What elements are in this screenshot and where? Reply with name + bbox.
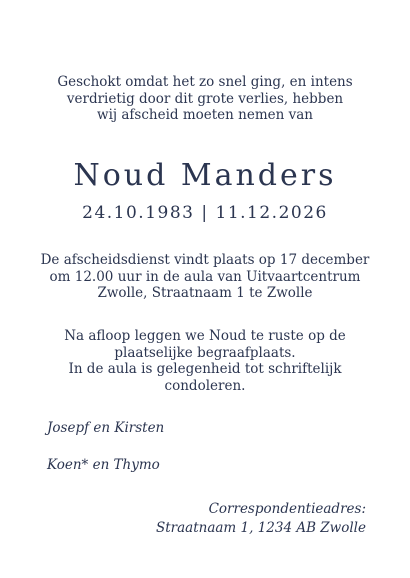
deceased-name: Noud Manders — [73, 158, 337, 193]
life-dates: 24.10.1983 | 11.12.2026 — [82, 203, 328, 223]
burial-line: Na afloop leggen we Noud te ruste op de — [64, 328, 346, 344]
burial-details — [0, 328, 410, 394]
service-line: De afscheidsdienst vindt plaats op 17 december — [40, 252, 370, 268]
service-details — [0, 252, 410, 302]
signature-family-2: Koen* en Thymo — [47, 457, 160, 473]
intro-line: Geschokt omdat het zo snel ging, en intens — [57, 74, 353, 90]
service-line: om 12.00 uur in de aula van Uitvaartcentrum — [49, 268, 361, 285]
signature-family-1: Josepf en Kirsten — [47, 420, 165, 436]
service-line: Zwolle, Straatnaam 1 te Zwolle — [97, 285, 313, 301]
intro-line: verdrietig door dit grote verlies, hebben — [66, 90, 344, 107]
intro-line: wij afscheid moeten nemen van — [97, 107, 313, 123]
burial-line: condoleren. — [164, 377, 246, 394]
correspondence-address — [156, 500, 366, 538]
burial-line: plaatselijke begraafplaats. — [114, 344, 296, 361]
intro-text — [0, 74, 410, 124]
burial-line: In de aula is gelegenheid tot schriftelijk — [68, 361, 342, 377]
correspondence-label: Correspondentieadres: — [208, 501, 366, 517]
correspondence-street: Straatnaam 1, 1234 AB Zwolle — [155, 520, 366, 536]
